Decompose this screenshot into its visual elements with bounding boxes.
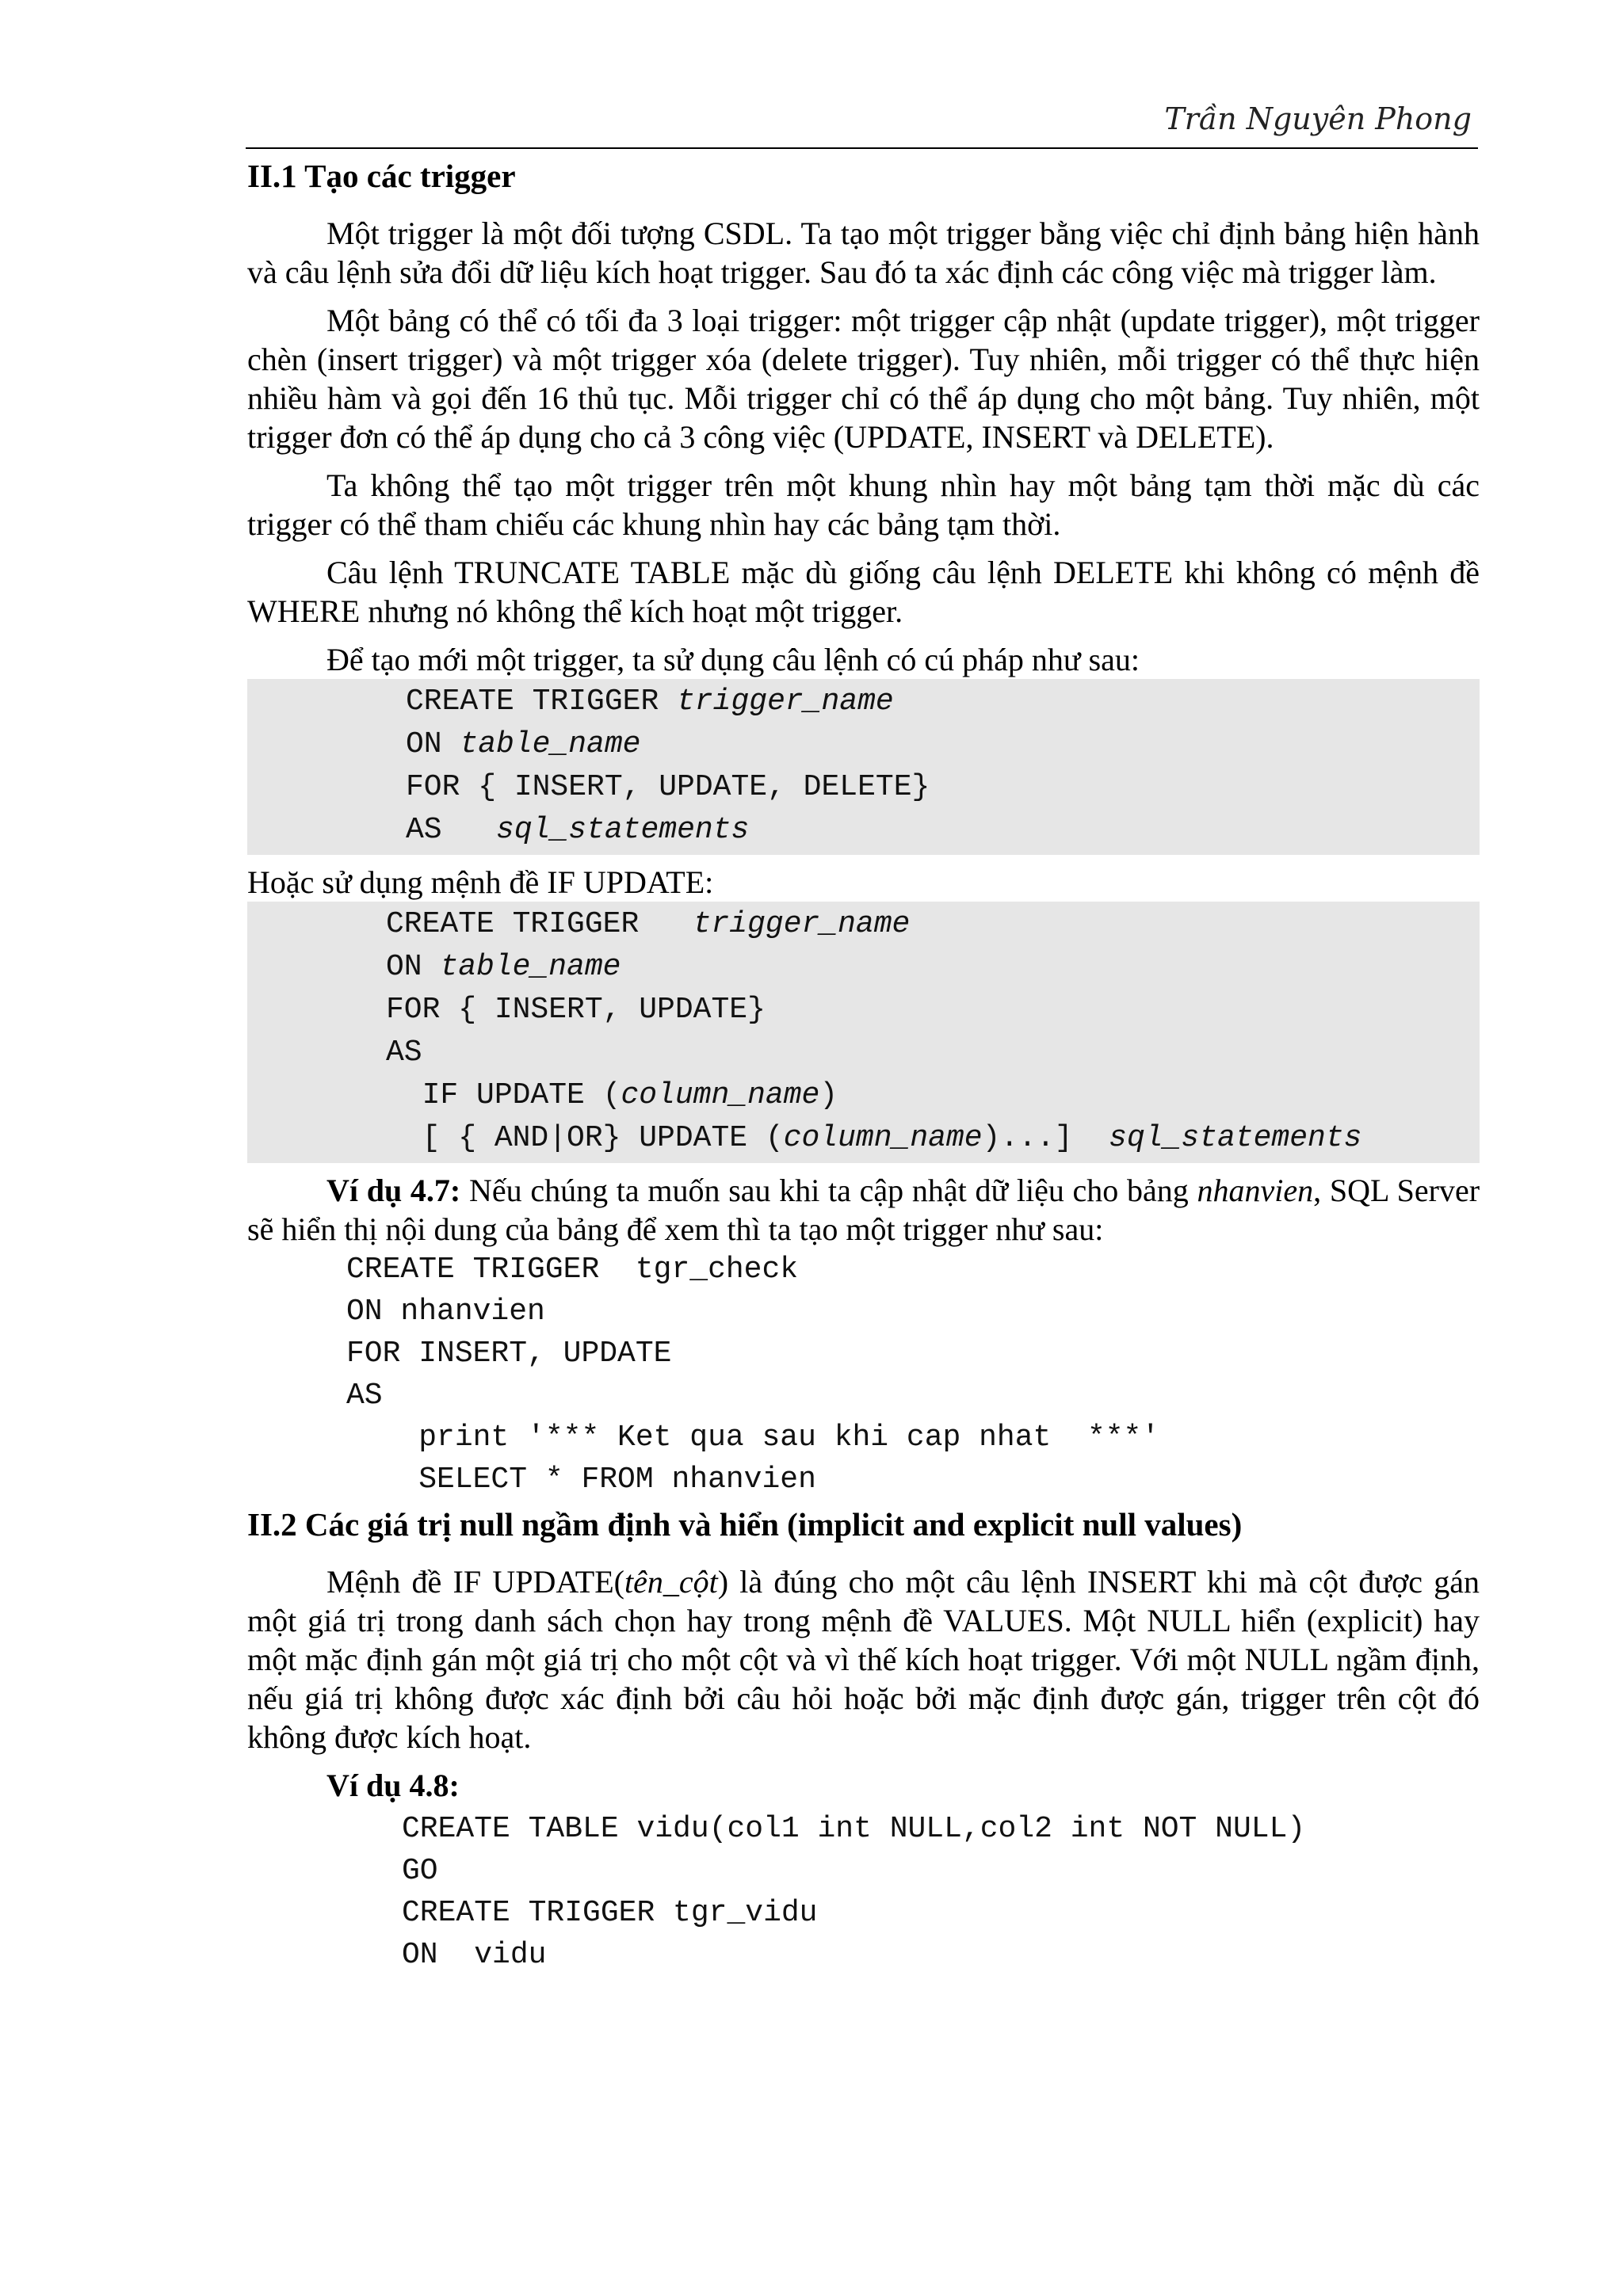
code-line: CREATE TRIGGER trigger_name: [386, 907, 911, 941]
syntax-block-create-trigger: [247, 679, 1480, 855]
paragraph: Một trigger là một đối tượng CSDL. Ta tạo một trigger bằng việc chỉ định bảng hiện hành và câu lệnh sửa đổi dữ liệu kích hoạt trigger. Sau đó ta xác định các công việc mà trigger làm.: [247, 215, 1480, 290]
header-author: Trần Nguyên Phong: [1164, 101, 1472, 136]
paragraph: Để tạo mới một trigger, ta sử dụng câu lệnh có cú pháp như sau:: [327, 642, 1140, 677]
code-line: FOR INSERT, UPDATE: [346, 1337, 672, 1371]
example-paragraph-4-8: [247, 1766, 1480, 1805]
code-line: ON table_name: [386, 950, 621, 984]
code-line: ON table_name: [406, 727, 641, 761]
paragraph: Một bảng có thể có tối đa 3 loại trigger: một trigger cập nhật (update trigger), một trigger chèn (insert trigger) và một trigger xóa (delete trigger). Tuy nhiên, mỗi trigger có thể thực hiện nhiều hàm và gọi đến 16 thủ tục. Mỗi trigger chỉ có thể áp dụng cho một bảng. Tuy nhiên, một trigger đơn có thể áp dụng cho cả 3 công việc (UPDATE, INSERT và DELETE).: [247, 303, 1480, 455]
code-line: print '*** Ket qua sau khi cap nhat ***': [346, 1421, 1160, 1455]
code-line: GO: [402, 1854, 438, 1888]
code-line: CREATE TABLE vidu(col1 int NULL,col2 int NOT NULL): [402, 1812, 1306, 1846]
page-header: [246, 95, 1478, 149]
code-line: CREATE TRIGGER tgr_check: [346, 1253, 799, 1287]
paragraph: Câu lệnh TRUNCATE TABLE mặc dù giống câu lệnh DELETE khi không có mệnh đề WHERE nhưng nó không thể kích hoạt một trigger.: [247, 555, 1480, 629]
section-heading-1: II.1 Tạo các trigger: [247, 158, 516, 194]
syntax-block-if-update: [247, 902, 1480, 1163]
code-line: ON vidu: [402, 1938, 547, 1972]
code-line: FOR { INSERT, UPDATE, DELETE}: [406, 770, 930, 804]
example-label: Ví dụ 4.8:: [327, 1768, 460, 1803]
paragraph: Ta không thể tạo một trigger trên một khung nhìn hay một bảng tạm thời mặc dù các trigger có thể tham chiếu các khung nhìn hay các bảng tạm thời.: [247, 467, 1480, 542]
code-line: FOR { INSERT, UPDATE}: [386, 993, 766, 1027]
paragraph: Hoặc sử dụng mệnh đề IF UPDATE:: [247, 864, 714, 900]
code-line: SELECT * FROM nhanvien: [346, 1463, 816, 1497]
page-content: [247, 154, 1480, 1976]
section-heading-2: II.2 Các giá trị null ngầm định và hiển (implicit and explicit null values): [247, 1506, 1243, 1543]
example-paragraph-4-7: Ví dụ 4.7: Nếu chúng ta muốn sau khi ta cập nhật dữ liệu cho bảng nhanvien, SQL Server sẽ hiển thị nội dung của bảng để xem thì ta tạo một trigger như sau:: [247, 1173, 1480, 1247]
code-line: [ { AND|OR} UPDATE (column_name)...] sql_statements: [386, 1121, 1362, 1155]
code-example-4-8: [247, 1808, 1480, 1976]
code-line: AS sql_statements: [406, 813, 750, 847]
code-line: IF UPDATE (column_name): [386, 1078, 838, 1112]
code-line: AS: [346, 1379, 383, 1413]
code-line: ON nhanvien: [346, 1295, 545, 1329]
paragraph: Mệnh đề IF UPDATE(tên_cột) là đúng cho một câu lệnh INSERT khi mà cột được gán một giá trị trong danh sách chọn hay trong mệnh đề VALUES. Một NULL hiển (explicit) hay một mặc định gán một giá trị cho một cột và vì thế kích hoạt trigger. Với một NULL ngầm định, nếu giá trị không được xác định bởi câu hỏi hoặc bởi mặc định được gán, trigger trên cột đó không được kích hoạt.: [247, 1564, 1480, 1755]
code-line: AS: [386, 1035, 422, 1070]
code-example-4-7: [247, 1249, 1480, 1501]
code-line: CREATE TRIGGER trigger_name: [406, 685, 894, 719]
example-label: Ví dụ 4.7:: [327, 1173, 461, 1208]
code-line: CREATE TRIGGER tgr_vidu: [402, 1896, 818, 1930]
